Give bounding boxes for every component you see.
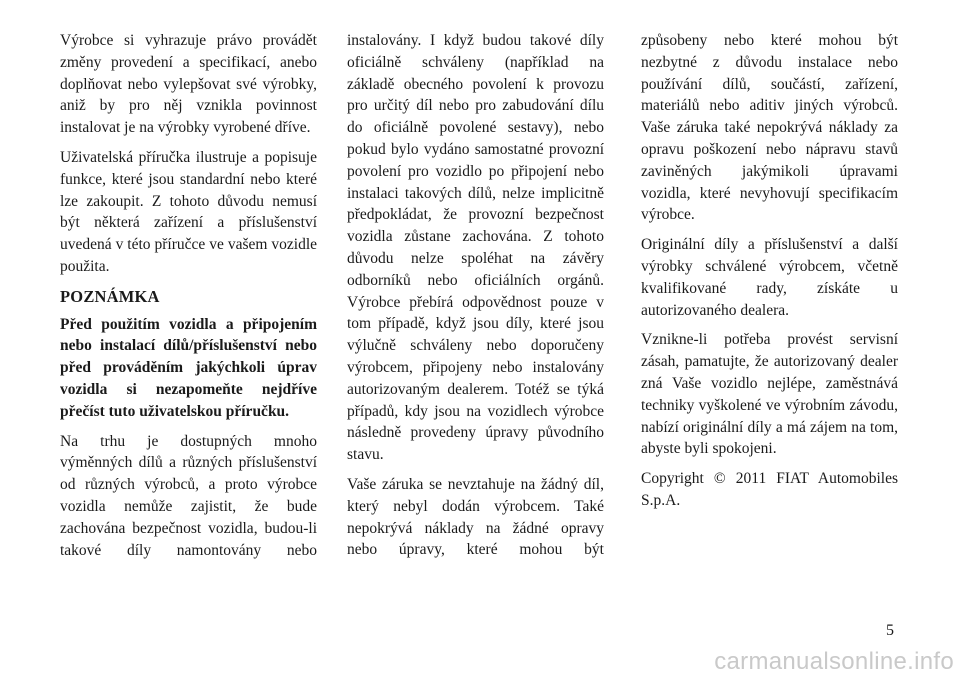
paragraph: Na trhu je dostupných mnoho výměnných dílů a různých příslušenství od různých výrobců, a proto výrobce vozidla nemůže zajistit, že bude zachována bezpečnost vozidla, budou-li takové díly namontovány nebo bbox=[60, 432, 317, 559]
paragraph: způsobeny nebo které mohou být nezbytné z důvodu instalace nebo používání dílů, součástí, zařízení, materiálů nebo aditiv jiných výrobců. Vaše záruka také nepokrývá náklady za opravu poškození nebo nápravu stavů zaviněných jakýmikoli úpravami vozidla, které nevyhovují specifikacím výrobce. bbox=[641, 32, 898, 224]
text-column-2 bbox=[347, 30, 604, 569]
note-text: Před použitím vozidla a připojením nebo instalací dílů/příslušenství nebo před prováděním jakýchkoli úprav vozidla si nezapomeňte nejdříve přečíst tuto uživatelskou příručku. bbox=[60, 315, 317, 420]
text-column-1 bbox=[60, 30, 317, 569]
watermark: carmanualsonline.info bbox=[714, 648, 954, 675]
paragraph: instalovány. I když budou takové díly oficiálně schváleny (například na základě obecného povolení k provozu pro určitý díl nebo pro zabudování dílu do oficiálně povolené sestavy), nebo pokud bylo vydáno samostatné provozní povolení pro vozidlo po připojení nebo instalaci takových dílů, nelze implicitně předpokládat, že provozní bezpečnost vozidla zůstane zachována. Z tohoto důvodu nelze spoléhat na závěry odborníků nebo oficiálních orgánů. Výrobce přebírá odpovědnost pouze v tom případě, když jsou díly, které jsou výlučně schváleny nebo doporučeny výrobcem, připojeny nebo instalovány autorizovaným dealerem. Totéž se týká případů, kdy jsou na vozidlech výrobce následně provedeny úpravy původního stavu. bbox=[347, 32, 604, 464]
paragraph: Výrobce si vyhrazuje právo provádět změny provedení a specifikací, anebo doplňovat nebo vylepšovat své výrobky, aniž by pro něj vznikla povinnost instalovat je na výrobky vyrobené dříve. bbox=[60, 32, 317, 137]
page-number: 5 bbox=[886, 622, 894, 639]
paragraph: Originální díly a příslušenství a další výrobky schválené výrobcem, včetně kvalifikované rady, získáte u autorizovaného dealera. bbox=[641, 236, 898, 319]
note-heading: POZNÁMKA bbox=[60, 286, 160, 306]
copyright-text: Copyright © 2011 FIAT Automobiles S.p.A. bbox=[641, 470, 898, 509]
paragraph: Vaše záruka se nevztahuje na žádný díl, který nebyl dodán výrobcem. Také nepokrývá náklady na žádné opravy nebo úpravy, které mohou být bbox=[347, 475, 604, 559]
text-column-3 bbox=[641, 30, 898, 520]
paragraph: Vznikne-li potřeba provést servisní zásah, pamatujte, že autorizovaný dealer zná Vaše vozidlo nejlépe, zaměstnává techniky vyškolené ve výrobním závodu, nabízí originální díly a má zájem na tom, abyste byli spokojeni. bbox=[641, 331, 898, 458]
paragraph: Uživatelská příručka ilustruje a popisuje funkce, které jsou standardní nebo které lze zakoupit. Z tohoto důvodu nemusí být některá zařízení a příslušenství uvedená v této příručce ve vašem vozidle použita. bbox=[60, 148, 317, 275]
